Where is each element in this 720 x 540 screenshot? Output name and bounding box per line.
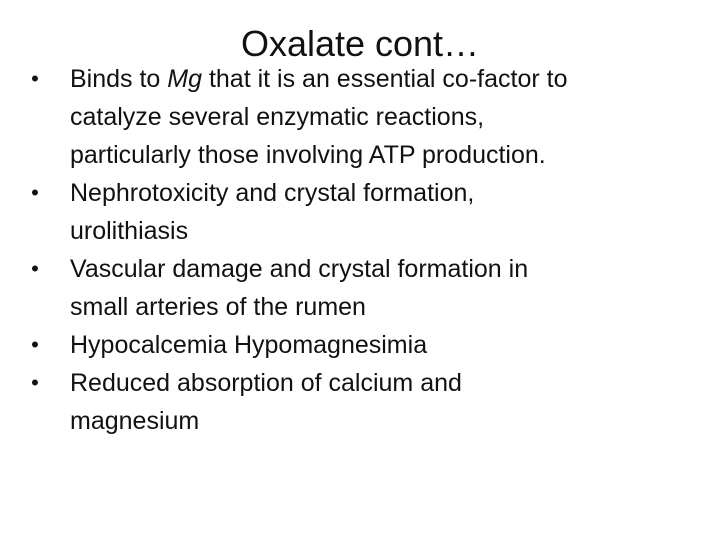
bullet-list (20, 60, 700, 440)
bullet-line: magnesium (70, 407, 200, 435)
bullet-dot-icon: • (31, 332, 39, 357)
bullet-item-nephrotoxicity (20, 174, 700, 250)
bullet-line: Vascular damage and crystal formation in (70, 255, 529, 283)
bullet-dot-icon: • (31, 180, 39, 205)
bullet-line: small arteries of the rumen (70, 293, 366, 321)
bullet-dot-icon: • (31, 66, 39, 91)
bullet-line: urolithiasis (70, 217, 189, 245)
bullet-line: Reduced absorption of calcium and (70, 369, 462, 397)
bullet-item-vascular-damage (20, 250, 700, 326)
bullet-text: Binds to (70, 65, 168, 93)
bullet-text: that it is an essential co-factor to (202, 65, 568, 93)
bullet-item-reduced-absorption (20, 364, 700, 440)
bullet-item-mg-binding (20, 60, 700, 174)
bullet-line: catalyze several enzymatic reactions, (70, 103, 485, 131)
bullet-line: particularly those involving ATP production. (70, 141, 546, 169)
bullet-line (70, 60, 700, 98)
bullet-dot-icon: • (31, 256, 39, 281)
bullet-text-italic: Mg (167, 65, 203, 93)
bullet-dot-icon: • (31, 370, 39, 395)
bullet-item-hypocalcemia (20, 326, 700, 364)
slide-title: Oxalate cont… (240, 23, 480, 64)
bullet-line: Hypocalcemia Hypomagnesimia (70, 331, 428, 359)
bullet-line: Nephrotoxicity and crystal formation, (70, 179, 475, 207)
